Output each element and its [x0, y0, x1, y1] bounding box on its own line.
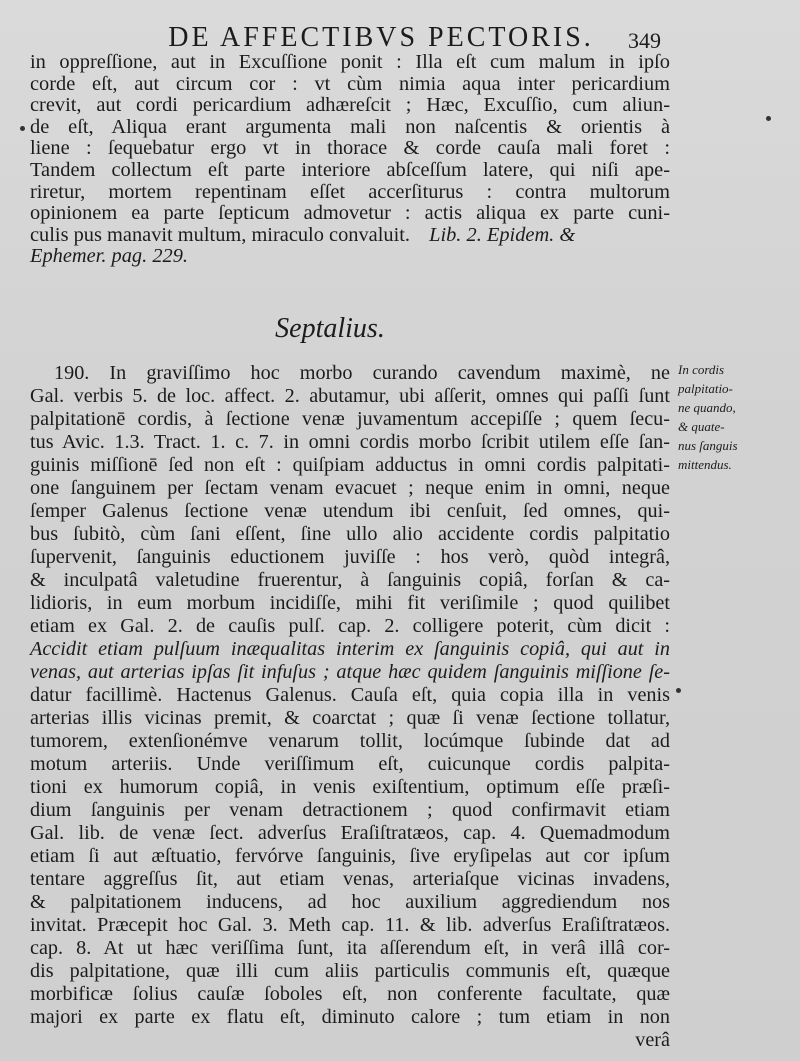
text-line: ſemper Galenus ſectione venæ utendum ibi cenſuit, ſed omnes, qui- [30, 500, 670, 522]
margin-note-line: nus ſanguis [678, 438, 738, 453]
text-line [30, 225, 670, 247]
running-header: DE AFFECTIBVS PECTORIS. [168, 22, 594, 53]
text-line: dium ſanguinis per venam detractionem ; quod confirmavit etiam [30, 799, 670, 821]
text-line: dis palpitatione, quæ illi cum aliis particulis communis eſt, quæque [30, 960, 670, 982]
quoted-line: Accidit etiam pulſuum inæqualitas interim ex ſanguinis copiâ, qui aut in [30, 638, 670, 660]
text-line: crevit, aut cordi pericardium adhæreſcit ; Hæc, Excuſſio, cum aliun- [30, 94, 670, 117]
text-line-start: culis pus manavit multum, miraculo convaluit. [30, 223, 410, 246]
top-paragraph [30, 52, 670, 268]
margin-note-line: mittendus. [678, 457, 732, 472]
text-line: etiam ex Gal. 2. de cauſis pulſ. cap. 2. colligere poterit, cùm dicit : [30, 615, 670, 637]
text-line: ſupervenit, ſanguinis eductionem juviſſe : hos verò, quòd integrâ, [30, 546, 670, 568]
page-number: 349 [628, 28, 661, 53]
text-line: morbificæ ſolius cauſæ ſoboles eſt, non conferente facultate, quæ [30, 983, 670, 1005]
citation: Lib. 2. Epidem. & [429, 223, 576, 246]
text-line: opinionem ea parte ſepticum admovetur : actis aliqua ex parte cuni- [30, 202, 670, 225]
ink-speck [766, 116, 771, 121]
citation-line: Ephemer. pag. 229. [30, 245, 189, 268]
text-line: 190. In graviſſimo hoc morbo curando cavendum maximè, ne [54, 362, 670, 384]
text-line: tumorem, extenſionémve venarum tollit, locúmque ſubinde dat ad [30, 730, 670, 752]
main-paragraph [30, 362, 670, 1052]
text-line: one ſanguinem per ſectam venam evacuet ; neque enim in omni, neque [30, 477, 670, 499]
text-line: motum arteriis. Unde veriſſimum eſt, cuicunque cordis palpita- [30, 753, 670, 775]
text-line: Gal. lib. de venæ ſect. adverſus Eraſiſtratæos, cap. 4. Quemadmodum [30, 822, 670, 844]
text-line: arterias illis vicinas premit, & coarctat ; quæ ſi venæ ſectione tollatur, [30, 707, 670, 729]
margin-note-line: palpitatio- [678, 381, 733, 396]
text-line: & inculpatâ valetudine fruerentur, à ſanguinis copiâ, forſan & ca- [30, 569, 670, 591]
text-line: corde eſt, aut circum cor : vt cùm nimia aqua inter pericardium [30, 72, 670, 95]
text-line: riretur, mortem repentinam eſſet accerſiturus : contra multorum [30, 180, 670, 203]
margin-note-line: ne quando, [678, 400, 736, 415]
quoted-line: venas, aut arterias ipſas ſit infuſus ; atque hæc quidem ſanguinis miſſione ſe- [30, 661, 670, 683]
catchword: verâ [635, 1029, 670, 1051]
ink-speck [676, 688, 681, 693]
text-line: etiam ſi aut æſtuatio, fervórve ſanguinis, ſive eryſipelas aut cor ipſum [30, 845, 670, 867]
margin-note-line: In cordis [678, 362, 725, 377]
text-line: tioni ex humorum copiâ, in venis exiſtentium, optimum eſſe præſi- [30, 776, 670, 798]
margin-note-line: & quate- [678, 419, 725, 434]
text-line: de eſt, Aliqua erant argumenta mali non naſcentis & orientis à [30, 115, 670, 138]
text-line: invitat. Præcepit hoc Gal. 3. Meth cap. 11. & lib. adverſus Eraſiſtratæos. [30, 914, 670, 936]
margin-note [678, 360, 778, 474]
text-line: cap. 8. At ut hæc veriſſima ſunt, ita aſſerendum eſt, in verâ illâ cor- [30, 937, 670, 959]
text-line: bus ſubitò, cùm ſani eſſent, ſine ullo alio accidente cordis palpitatio [30, 523, 670, 545]
text-line: guinis miſſionē ſed non eſt : quiſpiam adductus in omni cordis palpitati- [30, 454, 670, 476]
text-line: palpitationē cordis, à ſectione venæ juvamentum accepiſſe ; quem ſecu- [30, 408, 670, 430]
text-line: datur facillimè. Hactenus Galenus. Cauſa eſt, quia copia illa in venis [30, 684, 670, 706]
text-line: tus Avic. 1.3. Tract. 1. c. 7. in omni cordis morbo ſcribit utilem eſſe ſan- [30, 431, 670, 453]
text-line: lidioris, in eum morbum incidiſſe, mihi fit veriſimile ; quod quilibet [30, 592, 670, 614]
text-line: in oppreſſione, aut in Excuſſione ponit : Illa eſt cum malum in ipſo [30, 51, 670, 73]
text-line: majori ex parte ex flatu eſt, diminuto calore ; tum etiam in non [30, 1006, 670, 1028]
text-line: tentare aggreſſus ſit, aut etiam venas, arteriaſque vicinas invadens, [30, 868, 670, 890]
section-title: Septalius. [275, 313, 385, 344]
text-line: Gal. verbis 5. de loc. affect. 2. abutamur, ubi aſſerit, omnes qui paſſi ſunt [30, 385, 670, 407]
text-line: liene : ſequebatur ergo vt in thorace & corde cauſa mali foret : [30, 137, 670, 160]
ink-speck [20, 126, 25, 131]
text-line: Tandem collectum eſt parte interiore abſceſſum latere, qui niſi ape- [30, 158, 670, 181]
text-line: & palpitationem inducens, ad hoc auxilium aggrediendum nos [30, 891, 670, 913]
